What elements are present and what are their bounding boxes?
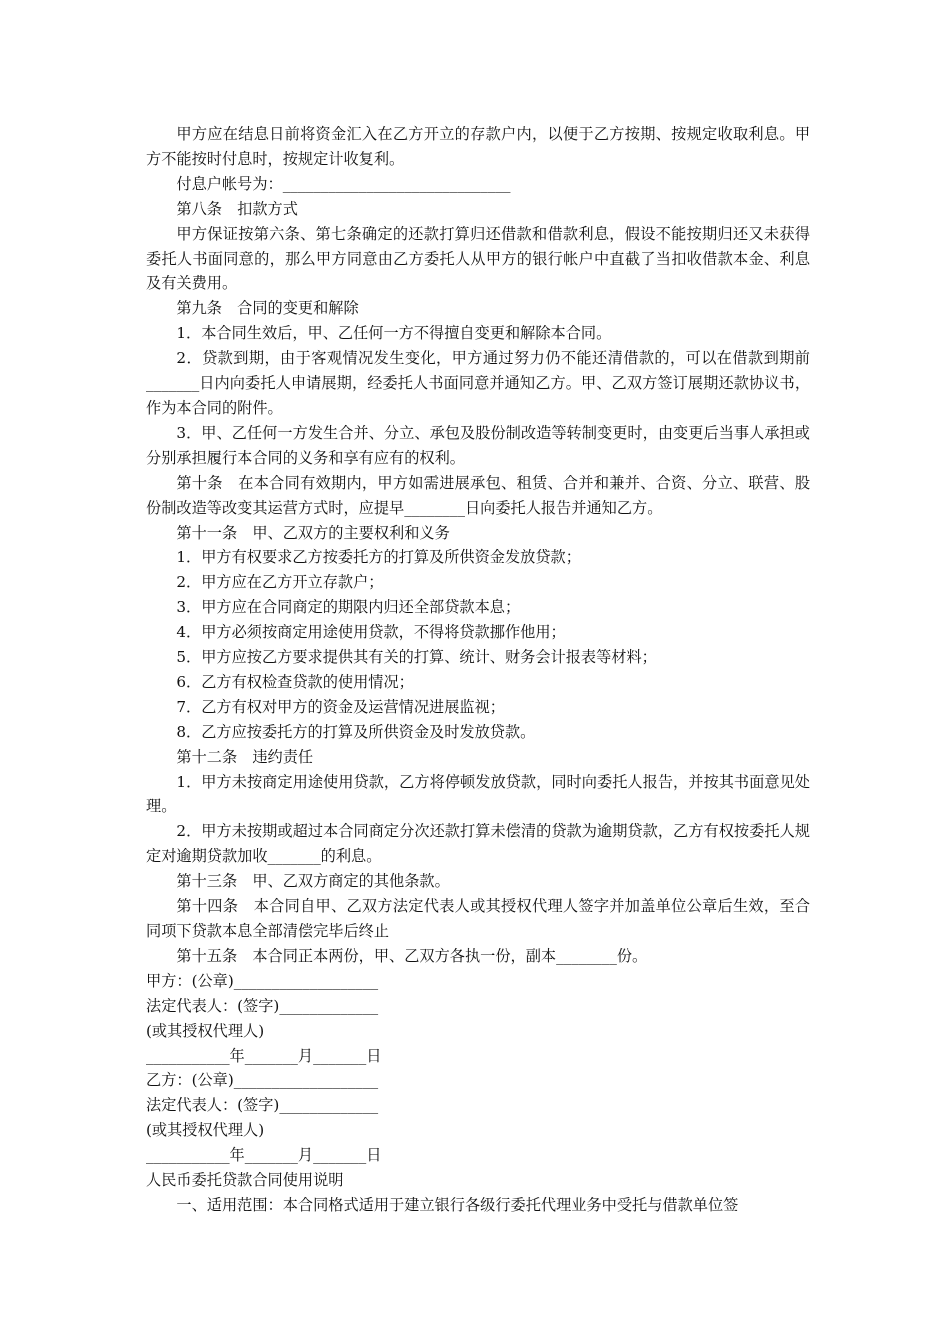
document-page	[146, 122, 810, 1218]
party-a-representative-line: 法定代表人：(签字)_____________	[146, 996, 379, 1015]
article-12-clause-2: 2．甲方未按期或超过本合同商定分次还款打算未偿清的贷款为逾期贷款，乙方有权按委托人规定对逾期贷款加收_______的利息。	[146, 822, 810, 866]
article-11-item-8: 8．乙方应按委托方的打算及所供资金及时发放贷款。	[176, 722, 536, 741]
article-11-item-1: 1．甲方有权要求乙方按委托方的打算及所供资金发放贷款；	[176, 548, 581, 567]
party-a-date-line: ___________年_______月_______日	[146, 1046, 382, 1065]
article-11-item-4: 4．甲方必须按商定用途使用贷款，不得将贷款挪作他用；	[176, 623, 566, 642]
article-9-clause-1: 1．本合同生效后，甲、乙任何一方不得擅自变更和解除本合同。	[176, 324, 612, 343]
party-b-representative-line: 法定代表人：(签字)_____________	[146, 1096, 379, 1115]
usage-notes-scope: 一、适用范围：本合同格式适用于建立银行各级行委托代理业务中受托与借款单位签	[176, 1195, 739, 1214]
party-b-date-line: ___________年_______月_______日	[146, 1146, 382, 1165]
article-8-body: 甲方保证按第六条、第七条确定的还款打算归还借款和借款利息，假设不能按期归还又未获得委托人书面同意的，那么甲方同意由乙方委托人从甲方的银行帐户中直截了当扣收借款本金、利息及有关费用。	[146, 224, 810, 293]
article-15: 第十五条 本合同正本两份，甲、乙双方各执一份，副本________份。	[176, 946, 648, 965]
party-a-seal-line: 甲方：(公章)___________________	[146, 971, 379, 990]
article-11-item-5: 5．甲方应按乙方要求提供其有关的打算、统计、财务会计报表等材料；	[176, 648, 657, 667]
article-12-clause-1: 1．甲方未按商定用途使用贷款，乙方将停顿发放贷款，同时向委托人报告，并按其书面意见处理。	[146, 772, 810, 816]
article-11-item-7: 7．乙方有权对甲方的资金及运营情况进展监视；	[176, 697, 505, 716]
article-11-heading: 第十一条 甲、乙双方的主要权利和义务	[176, 523, 450, 542]
usage-notes-title: 人民币委托贷款合同使用说明	[146, 1171, 344, 1190]
article-12-heading: 第十二条 违约责任	[176, 747, 314, 766]
party-b-seal-line: 乙方：(公章)___________________	[146, 1071, 379, 1090]
party-b-agent-note: (或其授权代理人)	[146, 1121, 265, 1140]
article-10: 第十条 在本合同有效期内，甲方如需进展承包、租赁、合并和兼并、合资、分立、联营、股份制改造等改变其运营方式时，应提早________日向委托人报告并通知乙方。	[146, 473, 810, 517]
article-13: 第十三条 甲、乙双方商定的其他条款。	[176, 872, 450, 891]
article-11-item-2: 2．甲方应在乙方开立存款户；	[176, 573, 384, 592]
paragraph-interest-remittance: 甲方应在结息日前将资金汇入在乙方开立的存款户内，以便于乙方按期、按规定收取利息。甲方不能按时付息时，按规定计收复利。	[146, 125, 810, 168]
paragraph-interest-account: 付息户帐号为：______________________________	[176, 174, 511, 193]
article-8-heading: 第八条 扣款方式	[176, 199, 298, 218]
article-9-clause-3: 3．甲、乙任何一方发生合并、分立、承包及股份制改造等转制变更时，由变更后当事人承担或分别承担履行本合同的义务和享有应有的权利。	[146, 423, 810, 467]
article-9-clause-2: 2．贷款到期，由于客观情况发生变化，甲方通过努力仍不能还清借款的，可以在借款到期前_______日内向委托人申请展期，经委托人书面同意并通知乙方。甲、乙双方签订展期还款协议书，作为本合同的附件。	[146, 349, 810, 417]
article-14: 第十四条 本合同自甲、乙双方法定代表人或其授权代理人签字并加盖单位公章后生效，至合同项下贷款本息全部清偿完毕后终止	[146, 897, 810, 940]
article-9-heading: 第九条 合同的变更和解除	[176, 299, 359, 318]
article-11-item-6: 6．乙方有权检查贷款的使用情况；	[176, 672, 414, 691]
party-a-agent-note: (或其授权代理人)	[146, 1021, 265, 1040]
article-11-item-3: 3．甲方应在合同商定的期限内归还全部贷款本息；	[176, 598, 521, 617]
